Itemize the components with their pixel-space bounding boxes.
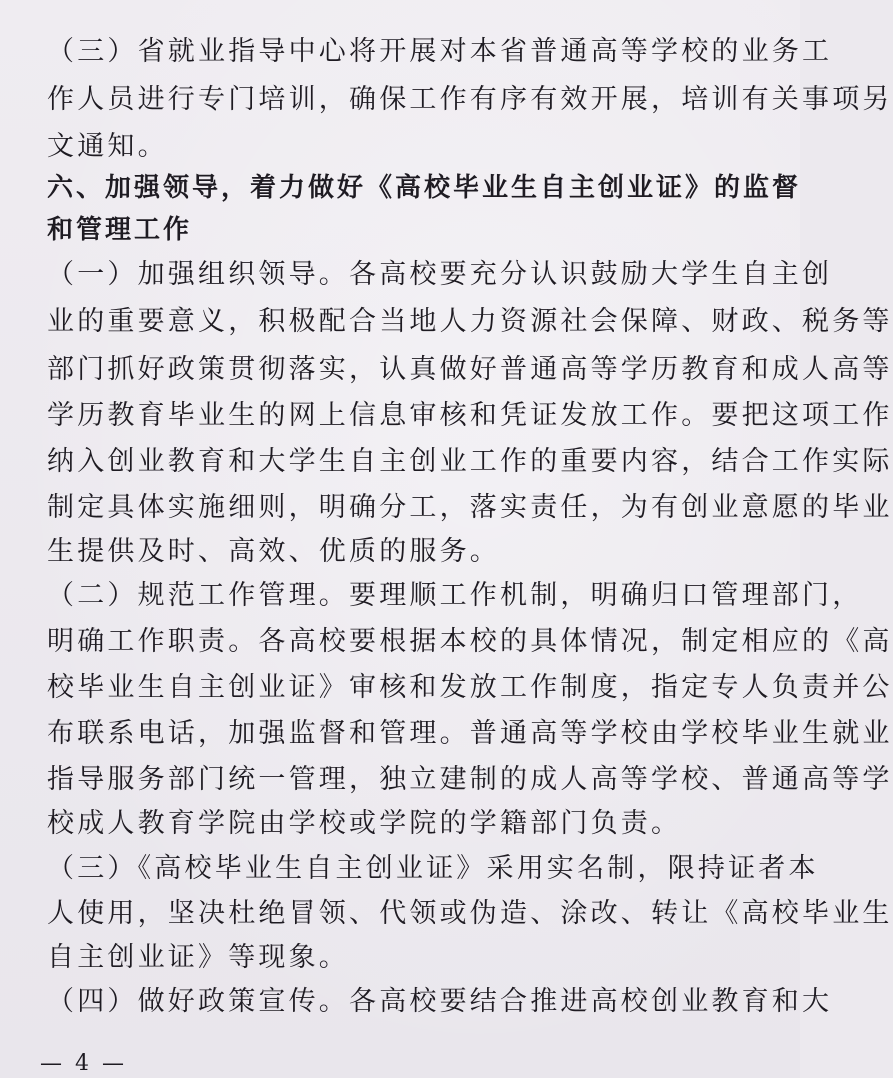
text-line-8: 部门抓好政策贯彻落实，认真做好普通高等学历教育和成人高等	[47, 354, 893, 385]
text-line-6: （一）加强组织领导。各高校要充分认识鼓励大学生自主创	[47, 259, 833, 290]
text-line-10: 纳入创业教育和大学生自主创业工作的重要内容，结合工作实际	[47, 446, 893, 477]
text-line-14: 明确工作职责。各高校要根据本校的具体情况，制定相应的《高	[47, 626, 893, 657]
text-line-16: 布联系电话，加强监督和管理。普通高等学校由学校毕业生就业	[47, 718, 893, 749]
text-line-3: 文通知。	[47, 131, 168, 162]
text-line-18: 校成人教育学院由学校或学院的学籍部门负责。	[47, 808, 682, 839]
text-line-11: 制定具体实施细则，明确分工，落实责任，为有创业意愿的毕业	[47, 492, 893, 523]
text-line-17: 指导服务部门统一管理，独立建制的成人高等学校、普通高等学	[47, 764, 893, 795]
section-heading-line-2: 和管理工作	[47, 215, 193, 245]
text-line-22: （四）做好政策宣传。各高校要结合推进高校创业教育和大	[47, 986, 833, 1017]
text-line-1: （三）省就业指导中心将开展对本省普通高等学校的业务工	[47, 36, 833, 67]
text-line-9: 学历教育毕业生的网上信息审核和凭证发放工作。要把这项工作	[47, 400, 893, 431]
section-heading-line-1: 六、加强领导，着力做好《高校毕业生自主创业证》的监督	[47, 173, 802, 203]
text-line-7: 业的重要意义，积极配合当地人力资源社会保障、财政、税务等	[47, 306, 893, 337]
text-line-2: 作人员进行专门培训，确保工作有序有效开展，培训有关事项另	[47, 84, 893, 115]
text-line-21: 自主创业证》等现象。	[47, 942, 349, 973]
text-line-12: 生提供及时、高效、优质的服务。	[47, 536, 500, 567]
page-number: — 4 —	[40, 1051, 127, 1076]
text-line-13: （二）规范工作管理。要理顺工作机制，明确归口管理部门，	[47, 580, 863, 611]
text-line-20: 人使用，坚决杜绝冒领、代领或伪造、涂改、转让《高校毕业生	[47, 898, 893, 929]
text-line-19: （三）《高校毕业生自主创业证》采用实名制，限持证者本	[47, 853, 819, 884]
text-line-15: 校毕业生自主创业证》审核和发放工作制度，指定专人负责并公	[47, 672, 893, 703]
